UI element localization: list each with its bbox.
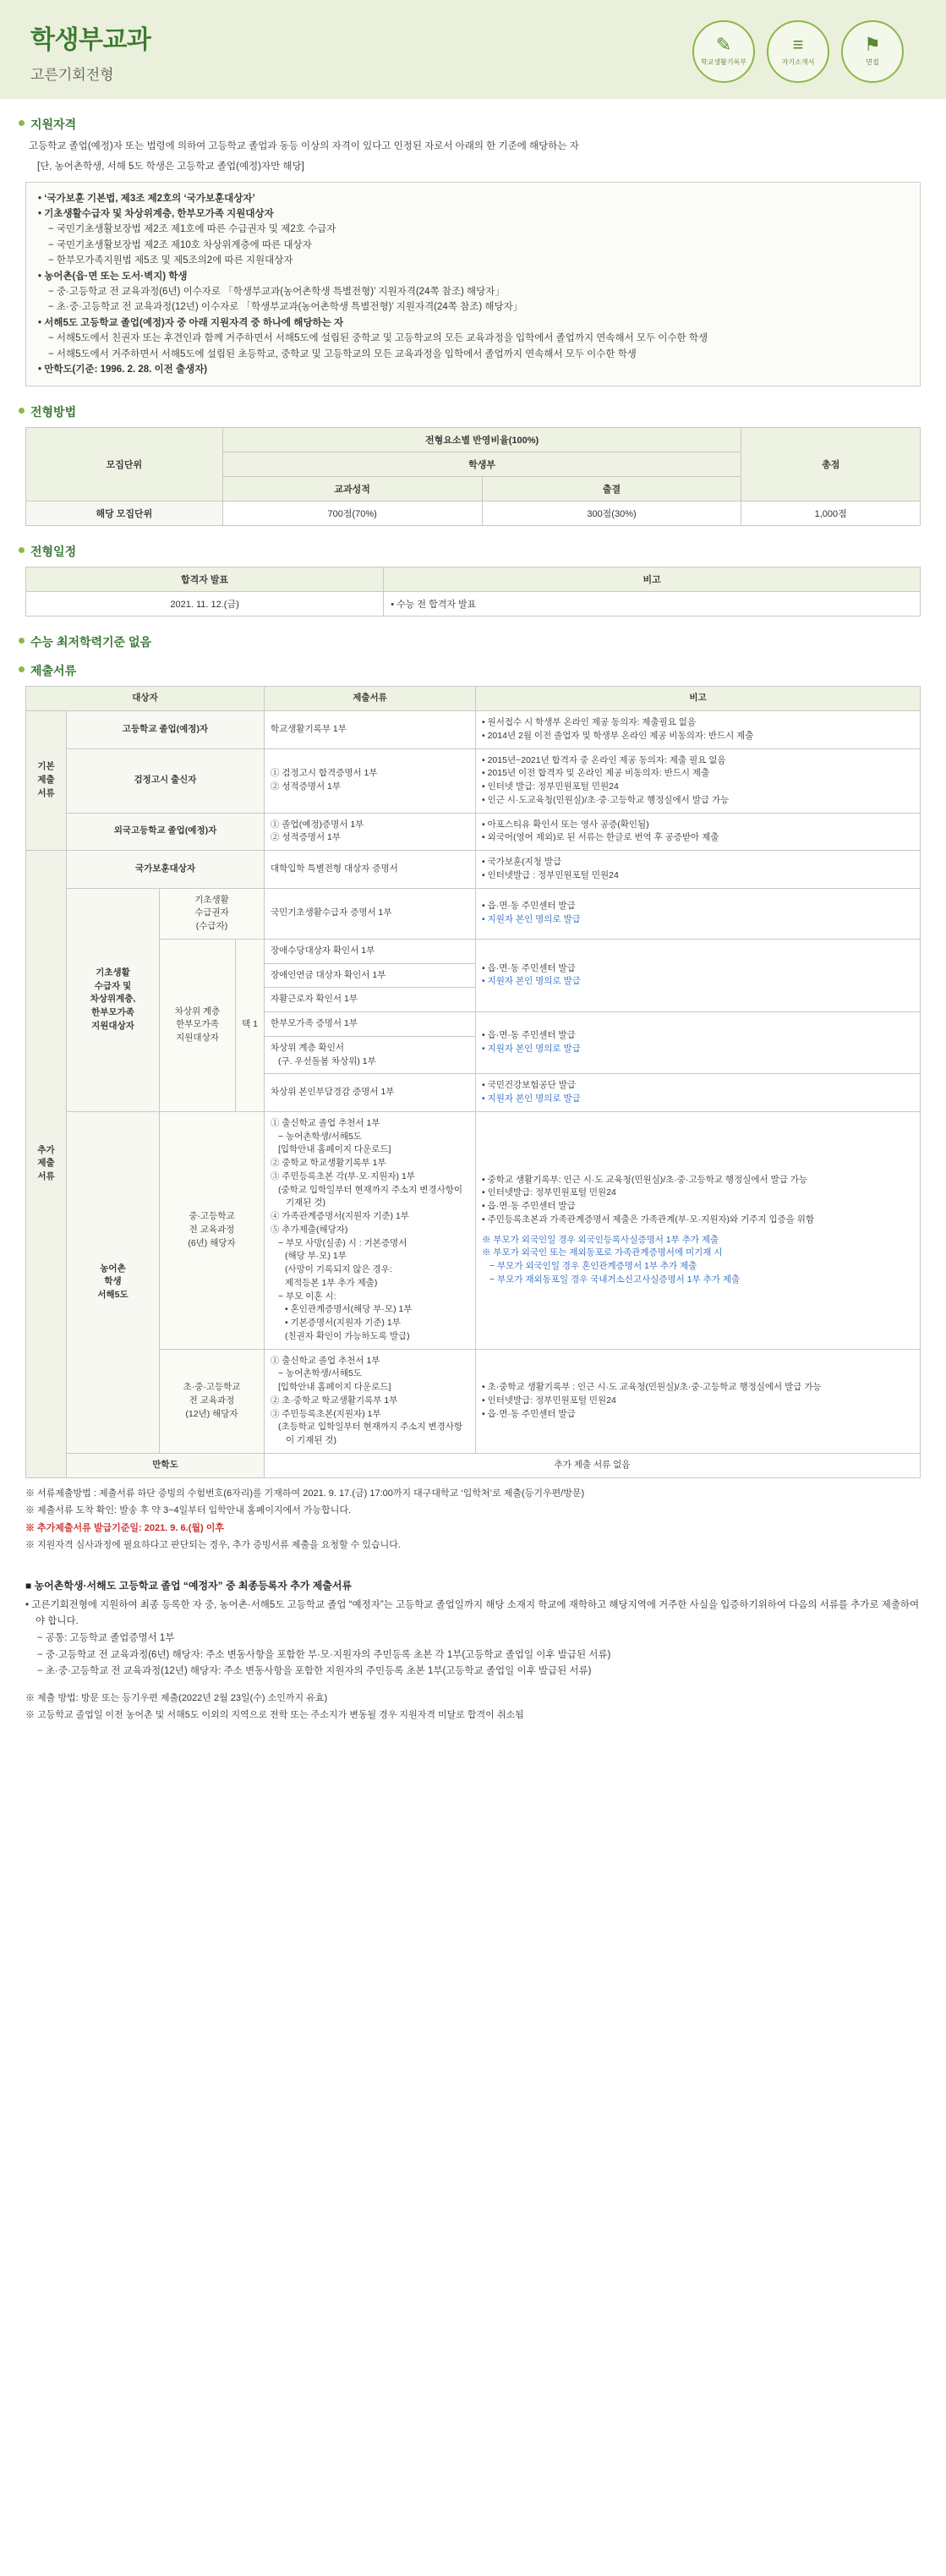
list-item: • 농어촌(읍·면 또는 도서·벽지) 학생 [38,271,188,282]
cell-category-additional: 추가 제출 서류 [26,851,67,1478]
table-row [26,687,921,711]
cell-target: 중·고등학교 전 교육과정 (6년) 해당자 [160,1111,265,1349]
page-title: 학생부교과 [30,26,151,54]
cell-docs [265,748,476,813]
table-row [26,1111,921,1349]
table-row [26,939,921,963]
table-row [26,501,921,526]
list-item: − 공통: 고등학교 졸업증명서 1부 [37,1633,175,1644]
cell-target: 고등학교 졸업(예정)자 [67,711,265,749]
cell-welfare-label: 기초생활 수급자 및 차상위계층, 한부모가족 지원대상자 [67,888,160,1111]
list-item: ③ 주민등록초본(지원자) 1부 [271,1408,381,1419]
rural-block-heading: ■ 농어촌학생·서해도 고등학교 졸업 “예정자” 중 최종등록자 추가 제출서류 [25,1579,353,1592]
cell-notes [476,851,921,889]
cell-docs [265,1349,476,1453]
qualification-lead: 고등학교 졸업(예정)자 또는 법령에 의하여 고등학교 졸업과 동등 이상의 자격이 있다고 인정된 자로서 아래의 한 기준에 해당하는 자 [29,141,579,151]
footnote: ※ 지원자격 심사과정에 필요하다고 판단되는 경우, 추가 증빙서류 제출을 요청할 수 있습니다. [25,1540,401,1551]
cell-docs [265,988,476,1012]
list-item: • 주민등록초본과 가족관계증명서 제출은 가족관계(부·모·지원자)와 거주지 입증을 위함 [482,1214,815,1225]
cell-target: 초·중·고등학교 전 교육과정 (12년) 해당자 [160,1349,265,1453]
section-title-csat: 수능 최저학력기준 없음 [19,633,946,650]
list-item: − 부모가 재외동포일 경우 국내거소신고사실증명서 1부 추가 제출 [489,1274,741,1285]
list-item: 차상위 계층 확인서 (구. 우선돌봄 차상위) 1부 [271,1042,376,1066]
list-item: − 초·중·고등학교 전 교육과정(12년) 이수자로 「학생부교과(농어촌학생 특별전형)’ 지원자격(24쪽 참조) 해당자」 [48,302,523,313]
list-item: − 서해5도에서 친권자 또는 후견인과 함께 거주하면서 서해5도에 설립된 중학교 및 고등학교의 모든 교육과정을 입학에서 졸업까지 연속해서 모두 이수한 학생 [48,333,708,344]
list-item: − 국민기초생활보장법 제2조 제10호 차상위계층에 따른 대상자 [48,239,312,250]
list-item: ⑤ 추가제출(해당자) [271,1224,348,1235]
table-row [26,711,921,749]
list-item: ① 출신학교 졸업 추천서 1부 [271,1117,380,1128]
table-row [26,748,921,813]
cell-notes [476,711,921,749]
header-target: 대상자 [26,687,265,711]
list-item: 자활근로자 확인서 1부 [271,994,358,1005]
document-check-icon [692,20,755,83]
list-item: (중학교 입학일부터 현재까지 주소지 변경사항이 기재된 것) [278,1184,463,1209]
cell-rural-label: 농어촌 학생 서해5도 [67,1111,160,1453]
list-item: 학교생활기록부 1부 [271,723,347,734]
list-item: • 읍·면·동 주민센터 발급 [482,901,576,912]
list-item: • 혼인관계증명서(해당 부·모) 1부 [285,1304,413,1315]
paper-caption: 자기소개서 [781,58,815,66]
section-title-schedule: 전형일정 [19,543,946,560]
list-item: (사망이 기록되지 않은 경우: [285,1264,392,1275]
list-item: • 인터넷 발급: 정부민원포털 민원24 [482,781,619,792]
list-item: − 중·고등학교 전 교육과정(6년) 이수자로 「학생부교과(농어촌학생 특별전형)’ 지원자격(24쪽 참조) 해당자」 [48,286,505,297]
cell-note: • 수능 전 합격자 발표 [384,592,921,617]
page-header [0,0,946,99]
header-icon-group [692,20,921,83]
cell-welfare-sub2: 차상위 계층 한부모가족 지원대상자 [160,939,236,1111]
list-item: • 외국어(영어 제외)로 된 서류는 한글로 번역 후 공증받아 제출 [482,832,719,843]
cell-docs [265,851,476,889]
list-item: ③ 주민등록초본 각(부·모·지원자) 1부 [271,1170,415,1181]
list-item: • 원서접수 시 학생부 온라인 제공 동의자: 제출필요 없음 [482,717,697,728]
list-item: ② 성적증명서 1부 [271,832,342,843]
list-item: 장애인연금 대상자 확인서 1부 [271,969,386,980]
page-subtitle: 고른기회전형 [30,67,114,83]
cell-notes [476,1012,921,1074]
list-item: • 기본증명서(지원자 기준) 1부 [285,1318,401,1329]
list-item: • 기초생활수급자 및 차상위계층, 한부모가족 지원대상자 [38,209,274,220]
document-check-glyph: ✎ [715,34,732,55]
table-row [26,1349,921,1453]
header-attendance: 출결 [482,477,741,501]
list-item: − 중·고등학교 전 교육과정(6년) 해당자: 주소 변동사항을 포함한 부·모·지원자의 주민등록 초본 각 1부(고등학교 졸업일 이후 발급된 서류) [37,1649,611,1660]
cell-category-basic: 기본 제출 서류 [26,711,67,851]
header-record: 학생부 [222,452,741,477]
list-item: ① 출신학교 졸업 추천서 1부 [271,1355,380,1366]
cell-grade: 700점(70%) [222,501,482,526]
table-row [26,813,921,851]
list-item: (초등학교 입학일부터 현재까지 주소지 변경사항이 기재된 것) [278,1422,463,1446]
header-docs: 제출서류 [265,687,476,711]
list-item: • 읍·면·동 주민센터 발급 [482,1201,576,1212]
cell-docs [265,963,476,988]
cell-notes [476,1349,921,1453]
list-item: − 부모 사망(실종) 시 : 기본증명서 [278,1237,407,1248]
header-titles [30,19,150,84]
list-item: (친권자 확인이 가능하도록 발급) [285,1330,410,1341]
cell-target: 국가보훈대상자 [67,851,265,889]
header-note: 비고 [384,567,921,592]
cell-docs [265,813,476,851]
cell-announce: 2021. 11. 12.(금) [26,592,384,617]
table-row [26,1453,921,1477]
footnote-highlight: ※ 추가제출서류 발급기준일: 2021. 9. 6.(월) 이후 [25,1522,224,1533]
cell-notes [476,813,921,851]
cell-target: 외국고등학교 졸업(예정)자 [67,813,265,851]
list-item: • 읍·면·동 주민센터 발급 [482,962,576,973]
interview-glyph: ⚑ [864,34,881,55]
footnote: ※ 서류제출방법 : 제출서류 하단 증빙의 수험번호(6자리)를 기재하여 2021. 9. 17.(금) 17:00까지 대구대학교 ‘입학처’로 제출(등기우편/방문) [25,1488,585,1499]
list-item: − 농어촌학생/서해5도 [278,1131,362,1142]
list-item: • 지원자 본인 명의로 발급 [482,976,581,987]
list-item: • 인터넷발급 : 정부민원포털 민원24 [482,869,619,880]
cell-notes [476,1074,921,1112]
list-item: ② 성적증명서 1부 [271,781,342,792]
list-item: − 부모가 외국인일 경우 혼인관계증명서 1부 추가 제출 [489,1261,697,1272]
list-item: − 초·중·고등학교 전 교육과정(12년) 해당자: 주소 변동사항을 포함한 지원자의 주민등록 초본 1부(고등학교 졸업일 이후 발급된 서류) [37,1666,592,1677]
cell-docs [265,939,476,963]
cell-notes [476,748,921,813]
cell-docs [265,711,476,749]
qualification-box [25,182,921,387]
section-title-documents: 제출서류 [19,662,946,679]
header-total: 총점 [741,428,921,501]
header-grade: 교과성적 [222,477,482,501]
cell-docs [265,1074,476,1112]
post-note: ※ 고등학교 졸업일 이전 농어촌 및 서해5도 이외의 지역으로 전학 또는 주소지가 변동될 경우 지원자격 미달로 합격이 취소됨 [25,1710,524,1721]
qualification-lead-sub: [단, 농어촌학생, 서해 5도 학생은 고등학교 졸업(예정)자만 해당] [37,161,304,172]
list-item: • 지원자 본인 명의로 발급 [482,914,581,925]
cell-target: 검정고시 출신자 [67,748,265,813]
list-item: • ‘국가보훈 기본법, 제3조 제2호의 ‘국가보훈대상자’ [38,193,255,204]
header-unit: 모집단위 [26,428,223,501]
section-title-method: 전형방법 [19,403,946,420]
list-item: [입학안내 홈페이지 다운로드] [278,1144,391,1155]
cell-docs [265,888,476,939]
list-item: • 읍·면·동 주민센터 발급 [482,1030,576,1041]
cell-notes [476,888,921,939]
list-item: ※ 부모가 외국인일 경우 외국인등록사실증명서 1부 추가 제출 [482,1234,719,1245]
table-row [26,592,921,617]
cell-docs [265,1036,476,1074]
list-item: ② 초·중학교 학교생활기록부 1부 [271,1395,398,1406]
document-check-caption: 학교생활기록부 [700,58,747,66]
list-item: − 농어촌학생/서해5도 [278,1368,362,1379]
list-item: (해당 부·모) 1부 [285,1251,347,1262]
list-item: 한부모가족 증명서 1부 [271,1018,358,1029]
footnote: ※ 제출서류 도착 확인: 발송 후 약 3~4일부터 입학안내 홈페이지에서 가능합니다. [25,1505,352,1516]
cell-docs [265,1012,476,1037]
paper-glyph: ≡ [792,34,804,55]
table-row [26,888,921,939]
cell-total: 1,000점 [741,501,921,526]
list-item: ① 검정고시 합격증명서 1부 [271,768,378,779]
documents-table [25,686,921,1477]
interview-caption: 면접 [866,58,879,66]
list-item: • 고른기회전형에 지원하여 최종 등록한 자 중, 농어촌·서해5도 고등학교 졸업 “예정자”는 고등학교 졸업일까지 해당 소재지 학교에 재학하고 해당지역에 거주한 사실을 입증하기위하여 다음의 서류를 추가로 제출하여야 합니다. [25,1599,920,1627]
list-item: • 초·중학교 생활기록부 : 인근 시·도 교육청(민원실)/초·중·고등학교 행정실에서 발급 가능 [482,1382,822,1393]
list-item: • 국민건강보험공단 발급 [482,1080,576,1091]
list-item: • 2015년~2021년 합격자 중 온라인 제공 동의자: 제출 필요 없음 [482,754,726,765]
list-item: ④ 가족관계증명서(지원자 기준) 1부 [271,1211,409,1222]
list-item: • 지원자 본인 명의로 발급 [482,1093,581,1104]
cell-welfare-sub1: 기초생활 수급권자 (수급자) [160,888,265,939]
method-table [25,427,921,526]
list-item: 대학입학 특별전형 대상자 증명서 [271,863,398,874]
schedule-table [25,567,921,617]
list-item: ② 중학교 학교생활기록부 1부 [271,1158,386,1169]
rural-block-list [25,1598,921,1680]
list-item: ① 졸업(예정)증명서 1부 [271,819,364,830]
list-item: 장애수당대상자 확인서 1부 [271,945,375,956]
list-item: • 읍·면·동 주민센터 발급 [482,1408,576,1419]
list-item: ※ 부모가 외국인 또는 재외동포로 가족관계증명서에 미기재 시 [482,1247,723,1258]
cell-notes [476,939,921,1011]
list-item: 제적등본 1부 추가 제출) [285,1277,378,1288]
section-title-qualification: 지원자격 [19,116,946,133]
list-item: • 인터넷발급: 정부민원포털 민원24 [482,1187,616,1198]
cell-docs: 추가 제출 서류 없음 [265,1453,921,1477]
list-item: − 부모 이혼 시: [278,1291,336,1302]
paper-icon [767,20,829,83]
list-item: • 인근 시·도교육청(민원실)/초·중·고등학교 행정실에서 발급 가능 [482,794,730,805]
post-note: ※ 제출 방법: 방문 또는 등기우편 제출(2022년 2월 23일(수) 소인까지 유효) [25,1692,328,1703]
table-row [26,428,921,452]
list-item: • 2014년 2월 이전 졸업자 및 학생부 온라인 제공 비동의자: 반드시 제출 [482,730,754,741]
cell-docs [265,1111,476,1349]
cell-target: 만학도 [67,1453,265,1477]
list-item: 국민기초생활수급자 증명서 1부 [271,907,392,918]
list-item: • 2015년 이전 합격자 및 온라인 제공 비동의자: 반드시 제출 [482,768,710,779]
list-item: 차상위 본인부담경감 증명서 1부 [271,1087,395,1098]
list-item: − 국민기초생활보장법 제2조 제1호에 따른 수급권자 및 제2호 수급자 [48,224,336,235]
list-item: − 서해5도에서 거주하면서 서해5도에 설립된 초등학교, 중학교 및 고등학교의 모든 교육과정을 입학에서 졸업까지 연속해서 모두 이수한 학생 [48,348,637,359]
list-item: • 만학도(기준: 1996. 2. 28. 이전 출생자) [38,364,208,375]
header-ratio: 전형요소별 반영비율(100%) [222,428,741,452]
cell-select-one: 택 1 [236,939,265,1111]
list-item: • 서해5도 고등학교 졸업(예정)자 중 아래 지원자격 중 하나에 해당하는 자 [38,317,344,328]
list-item: − 한부모가족지원법 제5조 및 제5조의2에 따른 지원대상자 [48,255,293,266]
list-item: • 중학교 생활기록부: 인근 시·도 교육청(민원실)/초·중·고등학교 행정실에서 발급 가능 [482,1174,808,1185]
table-row [26,567,921,592]
table-row [26,851,921,889]
list-item: • 인터넷발급: 정부민원포털 민원24 [482,1395,616,1406]
header-announce: 합격자 발표 [26,567,384,592]
interview-icon [841,20,904,83]
list-item: • 국가보훈(지청 발급 [482,857,562,868]
header-note: 비고 [476,687,921,711]
cell-notes [476,1111,921,1349]
qualification-list [38,191,908,378]
cell-unit: 해당 모집단위 [26,501,223,526]
list-item: • 지원자 본인 명의로 발급 [482,1044,581,1055]
list-item: [입학안내 홈페이지 다운로드] [278,1382,391,1393]
cell-attendance: 300점(30%) [482,501,741,526]
list-item: • 아포스티유 확인서 또는 영사 공증(확인됨) [482,819,649,830]
